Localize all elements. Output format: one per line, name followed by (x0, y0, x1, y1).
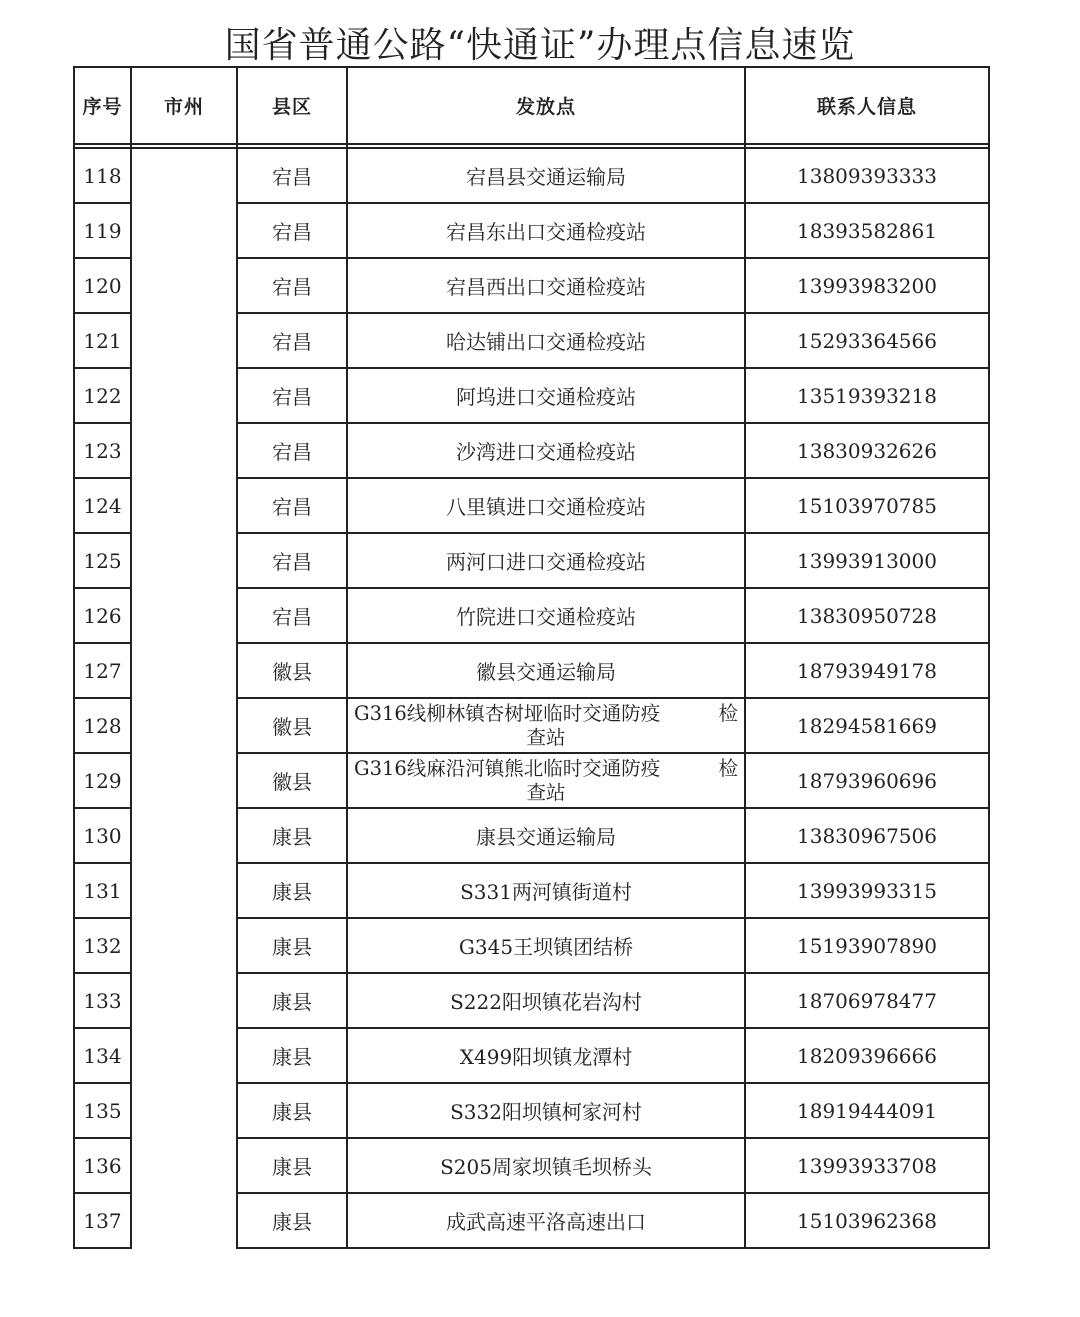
row-contact: 13809393333 (745, 148, 989, 203)
row-point: S332阳坝镇柯家河村 (347, 1083, 745, 1138)
row-point: 宕昌东出口交通检疫站 (347, 203, 745, 258)
header-point: 发放点 (347, 67, 745, 144)
row-point: S222阳坝镇花岩沟村 (347, 973, 745, 1028)
row-point: G345王坝镇团结桥 (347, 918, 745, 973)
row-index: 134 (74, 1028, 131, 1083)
row-point-line1-end: 检 (718, 701, 738, 725)
row-county: 康县 (237, 1028, 347, 1083)
row-index: 122 (74, 368, 131, 423)
row-point: 康县交通运输局 (347, 808, 745, 863)
row-county: 宕昌 (237, 313, 347, 368)
row-index: 119 (74, 203, 131, 258)
row-point-line2: 查站 (526, 725, 566, 749)
row-point: 成武高速平洛高速出口 (347, 1193, 745, 1248)
row-county: 康县 (237, 808, 347, 863)
row-point-line1: G316线柳林镇杏树垭临时交通防疫 (354, 701, 661, 725)
table-header-row (74, 67, 989, 144)
row-contact: 13830950728 (745, 588, 989, 643)
row-county: 徽县 (237, 643, 347, 698)
row-county: 徽县 (237, 698, 347, 753)
row-point-wrapped (348, 757, 744, 805)
row-contact: 15193907890 (745, 918, 989, 973)
row-point-wrapped (348, 702, 744, 750)
row-county: 宕昌 (237, 203, 347, 258)
row-county: 宕昌 (237, 258, 347, 313)
row-point-line1: G316线麻沿河镇熊北临时交通防疫 (354, 756, 661, 780)
row-index: 126 (74, 588, 131, 643)
row-point-line2: 查站 (526, 780, 566, 804)
row-contact: 18793960696 (745, 753, 989, 808)
row-county: 宕昌 (237, 533, 347, 588)
row-contact: 18919444091 (745, 1083, 989, 1138)
row-county: 康县 (237, 918, 347, 973)
row-point: 哈达铺出口交通检疫站 (347, 313, 745, 368)
row-point: X499阳坝镇龙潭村 (347, 1028, 745, 1083)
row-point: 徽县交通运输局 (347, 643, 745, 698)
row-county: 康县 (237, 973, 347, 1028)
row-index: 132 (74, 918, 131, 973)
row-contact: 13993993315 (745, 863, 989, 918)
row-county: 宕昌 (237, 148, 347, 203)
row-county: 康县 (237, 863, 347, 918)
row-point (347, 698, 745, 753)
row-contact: 15103970785 (745, 478, 989, 533)
row-county: 康县 (237, 1083, 347, 1138)
row-city (131, 148, 237, 1248)
row-county: 康县 (237, 1138, 347, 1193)
row-contact: 13830967506 (745, 808, 989, 863)
row-county: 康县 (237, 1193, 347, 1248)
row-contact: 13830932626 (745, 423, 989, 478)
row-index: 129 (74, 753, 131, 808)
row-index: 118 (74, 148, 131, 203)
header-city: 市州 (131, 67, 237, 144)
row-contact: 18393582861 (745, 203, 989, 258)
table-row (74, 148, 989, 203)
page-title: 国省普通公路“快通证”办理点信息速览 (224, 25, 856, 66)
row-point: 沙湾进口交通检疫站 (347, 423, 745, 478)
row-contact: 18294581669 (745, 698, 989, 753)
row-county: 宕昌 (237, 423, 347, 478)
row-point: S331两河镇街道村 (347, 863, 745, 918)
row-index: 124 (74, 478, 131, 533)
row-contact: 13993983200 (745, 258, 989, 313)
header-county: 县区 (237, 67, 347, 144)
header-contact: 联系人信息 (745, 67, 989, 144)
header-idx: 序号 (74, 67, 131, 144)
row-county: 宕昌 (237, 478, 347, 533)
row-index: 127 (74, 643, 131, 698)
row-point: 两河口进口交通检疫站 (347, 533, 745, 588)
row-contact: 18706978477 (745, 973, 989, 1028)
row-index: 121 (74, 313, 131, 368)
row-index: 131 (74, 863, 131, 918)
row-county: 宕昌 (237, 588, 347, 643)
row-contact: 13519393218 (745, 368, 989, 423)
row-point: S205周家坝镇毛坝桥头 (347, 1138, 745, 1193)
row-index: 123 (74, 423, 131, 478)
row-index: 135 (74, 1083, 131, 1138)
row-point: 宕昌县交通运输局 (347, 148, 745, 203)
row-contact: 13993913000 (745, 533, 989, 588)
row-index: 137 (74, 1193, 131, 1248)
row-point: 八里镇进口交通检疫站 (347, 478, 745, 533)
row-point: 宕昌西出口交通检疫站 (347, 258, 745, 313)
row-county: 徽县 (237, 753, 347, 808)
row-index: 125 (74, 533, 131, 588)
row-contact: 15293364566 (745, 313, 989, 368)
row-contact: 15103962368 (745, 1193, 989, 1248)
row-point: 竹院进口交通检疫站 (347, 588, 745, 643)
row-index: 130 (74, 808, 131, 863)
row-contact: 18793949178 (745, 643, 989, 698)
row-index: 128 (74, 698, 131, 753)
row-contact: 18209396666 (745, 1028, 989, 1083)
info-table (73, 66, 990, 1249)
row-index: 136 (74, 1138, 131, 1193)
row-point (347, 753, 745, 808)
row-point-line1-end: 检 (718, 756, 738, 780)
row-index: 120 (74, 258, 131, 313)
row-index: 133 (74, 973, 131, 1028)
row-point: 阿坞进口交通检疫站 (347, 368, 745, 423)
row-county: 宕昌 (237, 368, 347, 423)
row-contact: 13993933708 (745, 1138, 989, 1193)
